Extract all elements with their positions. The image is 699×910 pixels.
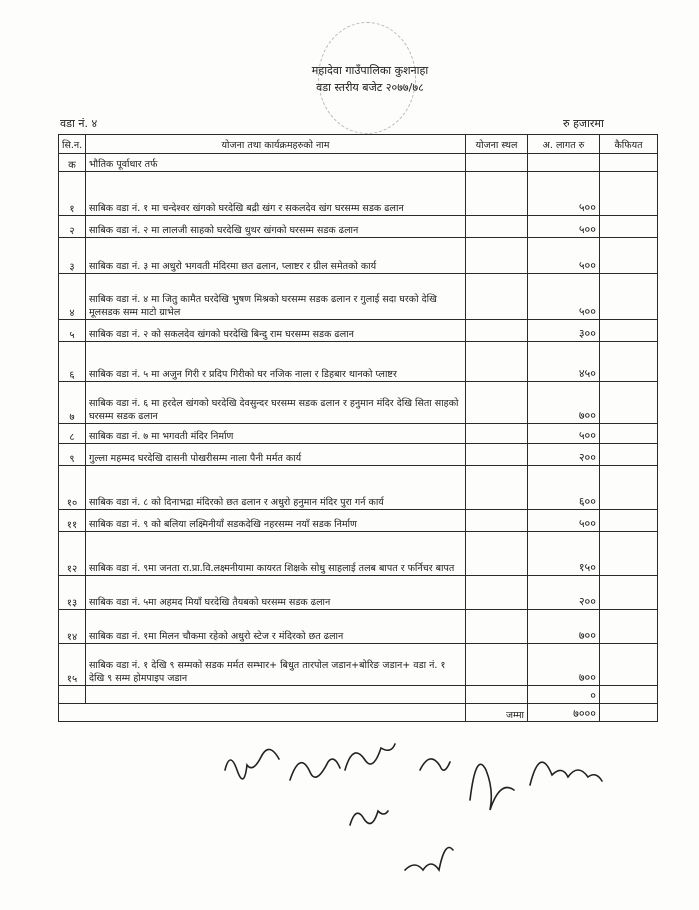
total-label: जम्मा (466, 704, 528, 722)
table-header-row (59, 135, 658, 154)
table-row: ११ साबिक वडा नं. ९ को बलिया लक्ष्मिनीयाँ सडकदेखि नहरसम्म नयाँ सडक निर्माण ५०० (59, 510, 658, 532)
col-header-sn: सि.न. (59, 135, 86, 154)
table-row: ६ साबिक वडा नं. ५ मा अजुन गिरी र प्रदिप गिरीको घर नजिक नाला र डिहबार थानको प्लाष्टर ४५० (59, 342, 658, 382)
table-row: १४ साबिक वडा नं. १मा मिलन चौकमा रहेको अधुरो स्टेज र मंदिरको छत ढलान ७०० (59, 610, 658, 644)
blank-row (59, 686, 658, 704)
table-row: ८ साबिक वडा नं. ७ मा भगवती मंदिर निर्माण ५०० (59, 424, 658, 444)
signature-4 (350, 811, 388, 825)
blank-row-cost: ० (528, 686, 600, 704)
col-header-site: योजना स्थल (466, 135, 528, 154)
currency-unit-label: रु हजारमा (563, 117, 604, 130)
table-row: ५ साबिक वडा नं. २ को सकलदेव खंगको घरदेखि बिन्दु राम घरसम्म सडक ढलान ३०० (59, 320, 658, 342)
col-header-remarks: कैफियत (600, 135, 658, 154)
table-row: १० साबिक वडा नं. ८ को दिनाभद्रा मंदिरको छत ढलान र अधुरो हनुमान मंदिर पुरा गर्न कार्य ६०० (59, 466, 658, 510)
section-row (59, 154, 658, 172)
municipality-name: महादेवा गाउँपालिका कुशनाहा (311, 64, 429, 77)
ward-number-label: वडा नं. ४ (60, 117, 98, 130)
document-title: वडा स्तरीय बजेट २०७७/७८ (316, 81, 424, 94)
total-value: ७००० (528, 704, 600, 722)
col-header-cost: अ. लागत रु (528, 135, 600, 154)
table-row: २ साबिक वडा नं. २ मा लालजी साहको घरदेखि धुथर खंगको घरसम्म सडक ढलान ५०० (59, 216, 658, 238)
signature-7 (530, 762, 602, 785)
table-row: ४ साबिक वडा नं. ४ मा जितु कामैत घरदेखि भुषण मिश्रको घरसम्म सडक ढलान र गुलाई सदा घरको देखि मूलसडक सम्म माटो ग्राभेल ५०० (59, 274, 658, 320)
total-row (59, 704, 658, 722)
budget-table (58, 134, 658, 722)
table-row: ९ गुल्ला महम्मद घरदेखि दासनी पोखरीसम्म नाला पैनी मर्मत कार्य २०० (59, 444, 658, 466)
section-title: भौतिक पूर्वाधार तर्फ (86, 154, 466, 172)
signature-1 (225, 749, 279, 778)
signatures-area (0, 730, 699, 910)
signature-6 (470, 764, 514, 810)
document-header (270, 62, 470, 96)
table-row: १२ साबिक वडा नं. ९मा जनता रा.प्रा.वि.लक्ष्मनीयामा कायरत शिक्षके सोधु साहलाई तलब बापत र फर्निचर बापत १५० (59, 532, 658, 576)
table-row: १३ साबिक वडा नं. ५मा अहमद मियाँ घरदेखि तैयबको घरसम्म सडक ढलान २०० (59, 576, 658, 610)
section-code: क (59, 154, 86, 172)
signature-8 (405, 848, 453, 871)
signature-2 (290, 759, 340, 780)
table-row: ७ साबिक वडा नं. ६ मा हरदेल खंगको घरदेखि देवसुन्दर घरसम्म सडक ढलान र हनुमान मंदिर देखि सिता साहको घरसम्म सडक ढलान ७०० (59, 382, 658, 424)
col-header-name: योजना तथा कार्यक्रमहरुको नाम (86, 135, 466, 154)
signature-5 (420, 759, 450, 770)
table-row: ३ साबिक वडा नं. ३ मा अधुरो भगवती मंदिरमा छत ढलान, प्लाष्टर र ग्रील समेतको कार्य ५०० (59, 238, 658, 274)
signature-3 (345, 744, 395, 770)
table-row: १५ साबिक वडा नं. १ देखि ९ सम्मको सडक मर्मत सम्भार+ बिधुत तारपोल जडान+बोरिङ जडान+ वडा नं. १ देखि ९ सम्म होमपाइप जडान ७०० (59, 644, 658, 686)
table-row: १ साबिक वडा नं. १ मा चन्देश्वर खंगको घरदेखि बद्री खंग र सकलदेव खंग घरसम्म सडक ढलान ५०० (59, 172, 658, 216)
